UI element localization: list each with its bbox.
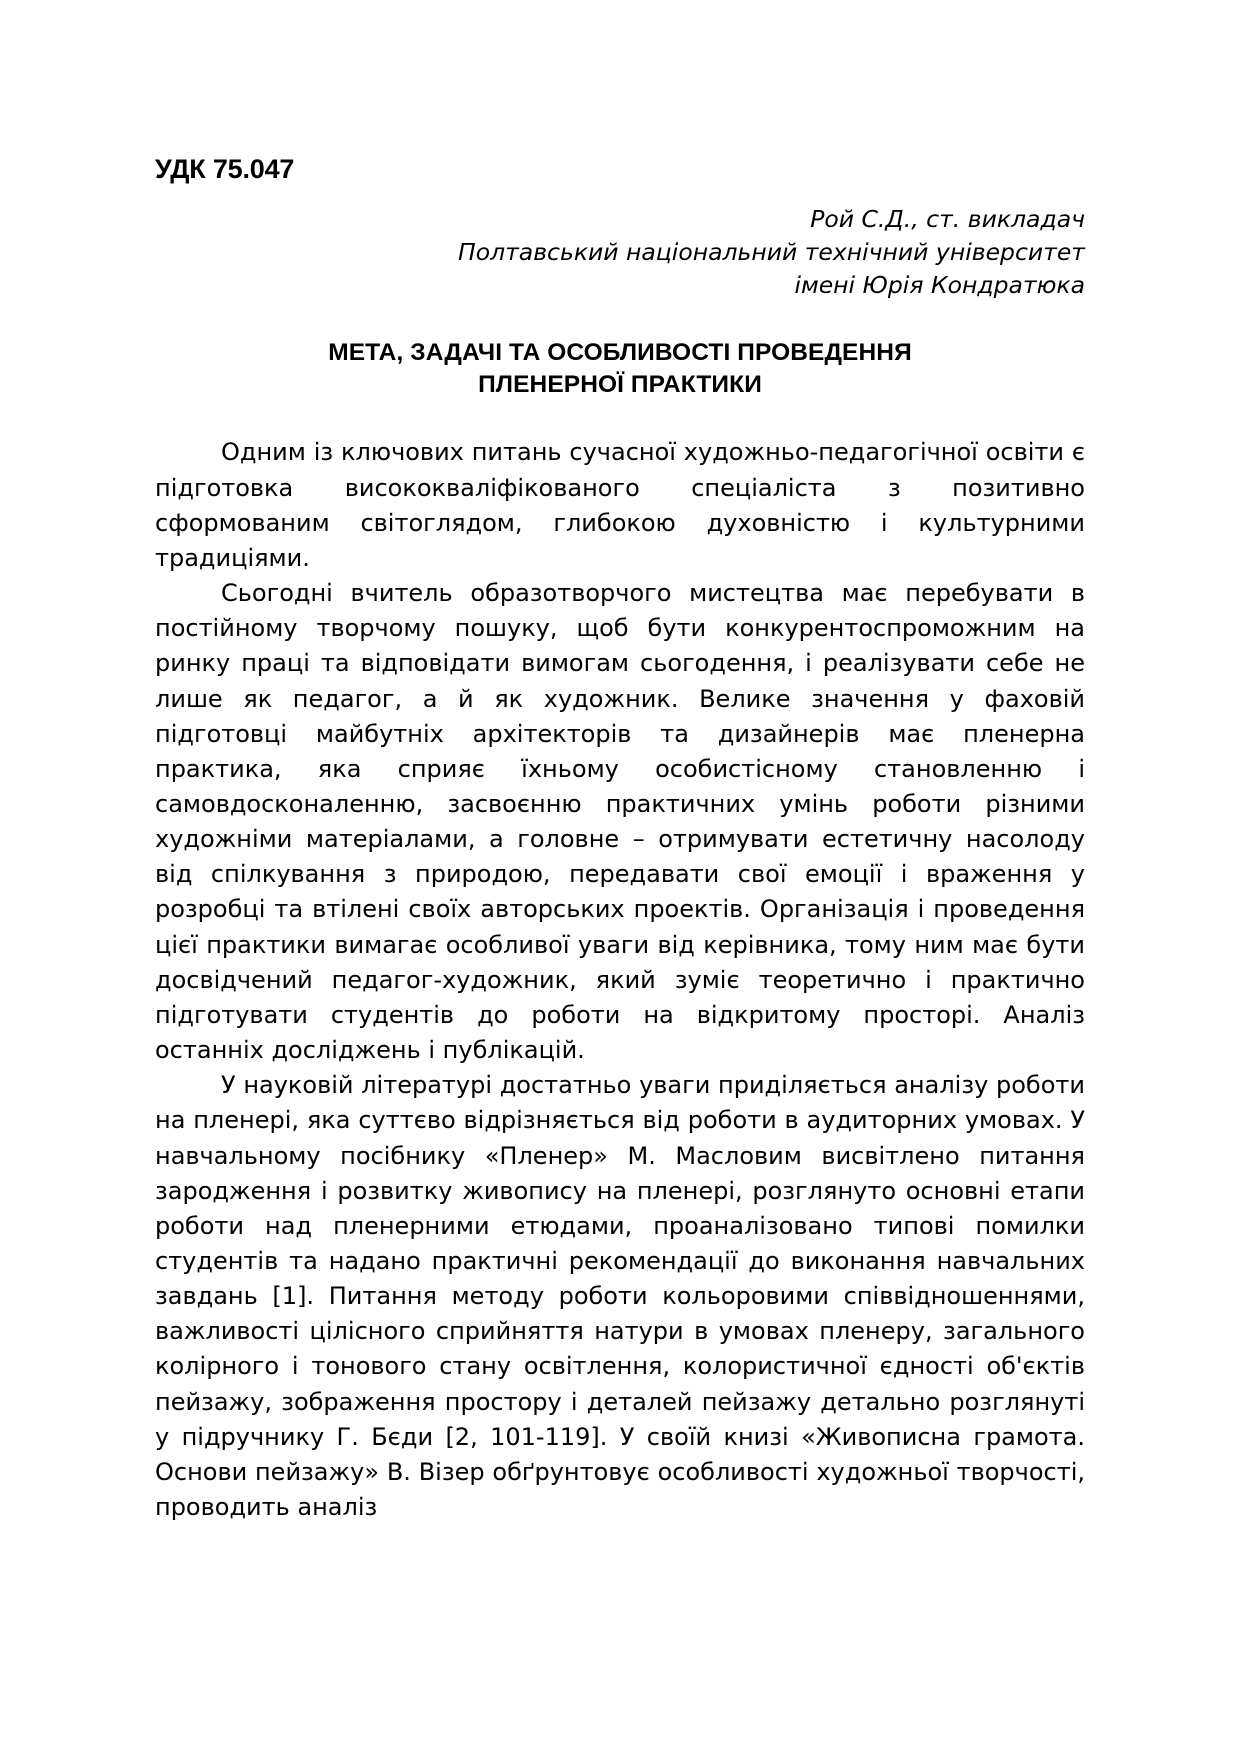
affiliation-line-1: Полтавський національний технічний університет: [458, 238, 1085, 267]
page-title: [155, 337, 1085, 402]
paragraph-2: Сьогодні вчитель образотворчого мистецтва має перебувати в постійному творчому пошуку, щоб бути конкурентоспроможним на ринку праці та відповідати вимогам сьогодення, і реалізувати себе не лише як педагог, а й як художник. Велике значення у фаховій підготовці майбутніх архітекторів та дизайнерів має пленерна практика, яка сприяє їхньому особистісному становленню і самовдосконаленню, засвоєнню практичних умінь роботи різними художніми матеріалами, а головне – отримувати естетичну насолоду від спілкування з природою, передавати свої емоції і враження у розробці та втілені своїх авторських проектів. Організація і проведення цієї практики вимагає особливої уваги від керівника, тому ним має бути досвідчений педагог-художник, який зуміє теоретично і практично підготувати студентів до роботи на відкритому просторі. Аналіз останніх досліджень і публікацій.: [155, 579, 1085, 1065]
title-line-1: МЕТА, ЗАДАЧІ ТА ОСОБЛИВОСТІ ПРОВЕДЕННЯ: [328, 338, 912, 366]
author-affiliation-block: [155, 203, 1085, 303]
affiliation-line-2: імені Юрія Кондратюка: [794, 271, 1085, 300]
udk-code: УДК 75.047: [155, 154, 295, 184]
paragraph-3: У науковій літературі достатньо уваги приділяється аналізу роботи на пленері, яка суттєво відрізняється від роботи в аудиторних умовах. У навчальному посібнику «Пленер» М. Масловим висвітлено питання зародження і розвитку живопису на пленері, розглянуто основні етапи роботи над пленерними етюдами, проаналізовано типові помилки студентів та надано практичні рекомендації до виконання навчальних завдань [1]. Питання методу роботи кольоровими співвідношеннями, важливості цілісного сприйняття натури в умовах пленеру, загального колірного і тонового стану освітлення, колористичної єдності об'єктів пейзажу, зображення простору і деталей пейзажу детально розглянуті у підручнику Г. Бєди [2, 101-119]. У своїй книзі «Живописна грамота. Основи пейзажу» В. Візер обґрунтовує особливості художньої творчості, проводить аналіз: [155, 1071, 1085, 1522]
title-line-2: ПЛЕНЕРНОЇ ПРАКТИКИ: [478, 371, 762, 399]
author-name-line: Рой С.Д., ст. викладач: [810, 204, 1085, 233]
body-text: [155, 435, 1085, 1525]
paragraph-1: Одним із ключових питань сучасної художньо-педагогічної освіти є підготовка висококваліфікованого спеціаліста з позитивно сформованим світоглядом, глибокою духовністю і культурними традиціями.: [155, 438, 1085, 572]
